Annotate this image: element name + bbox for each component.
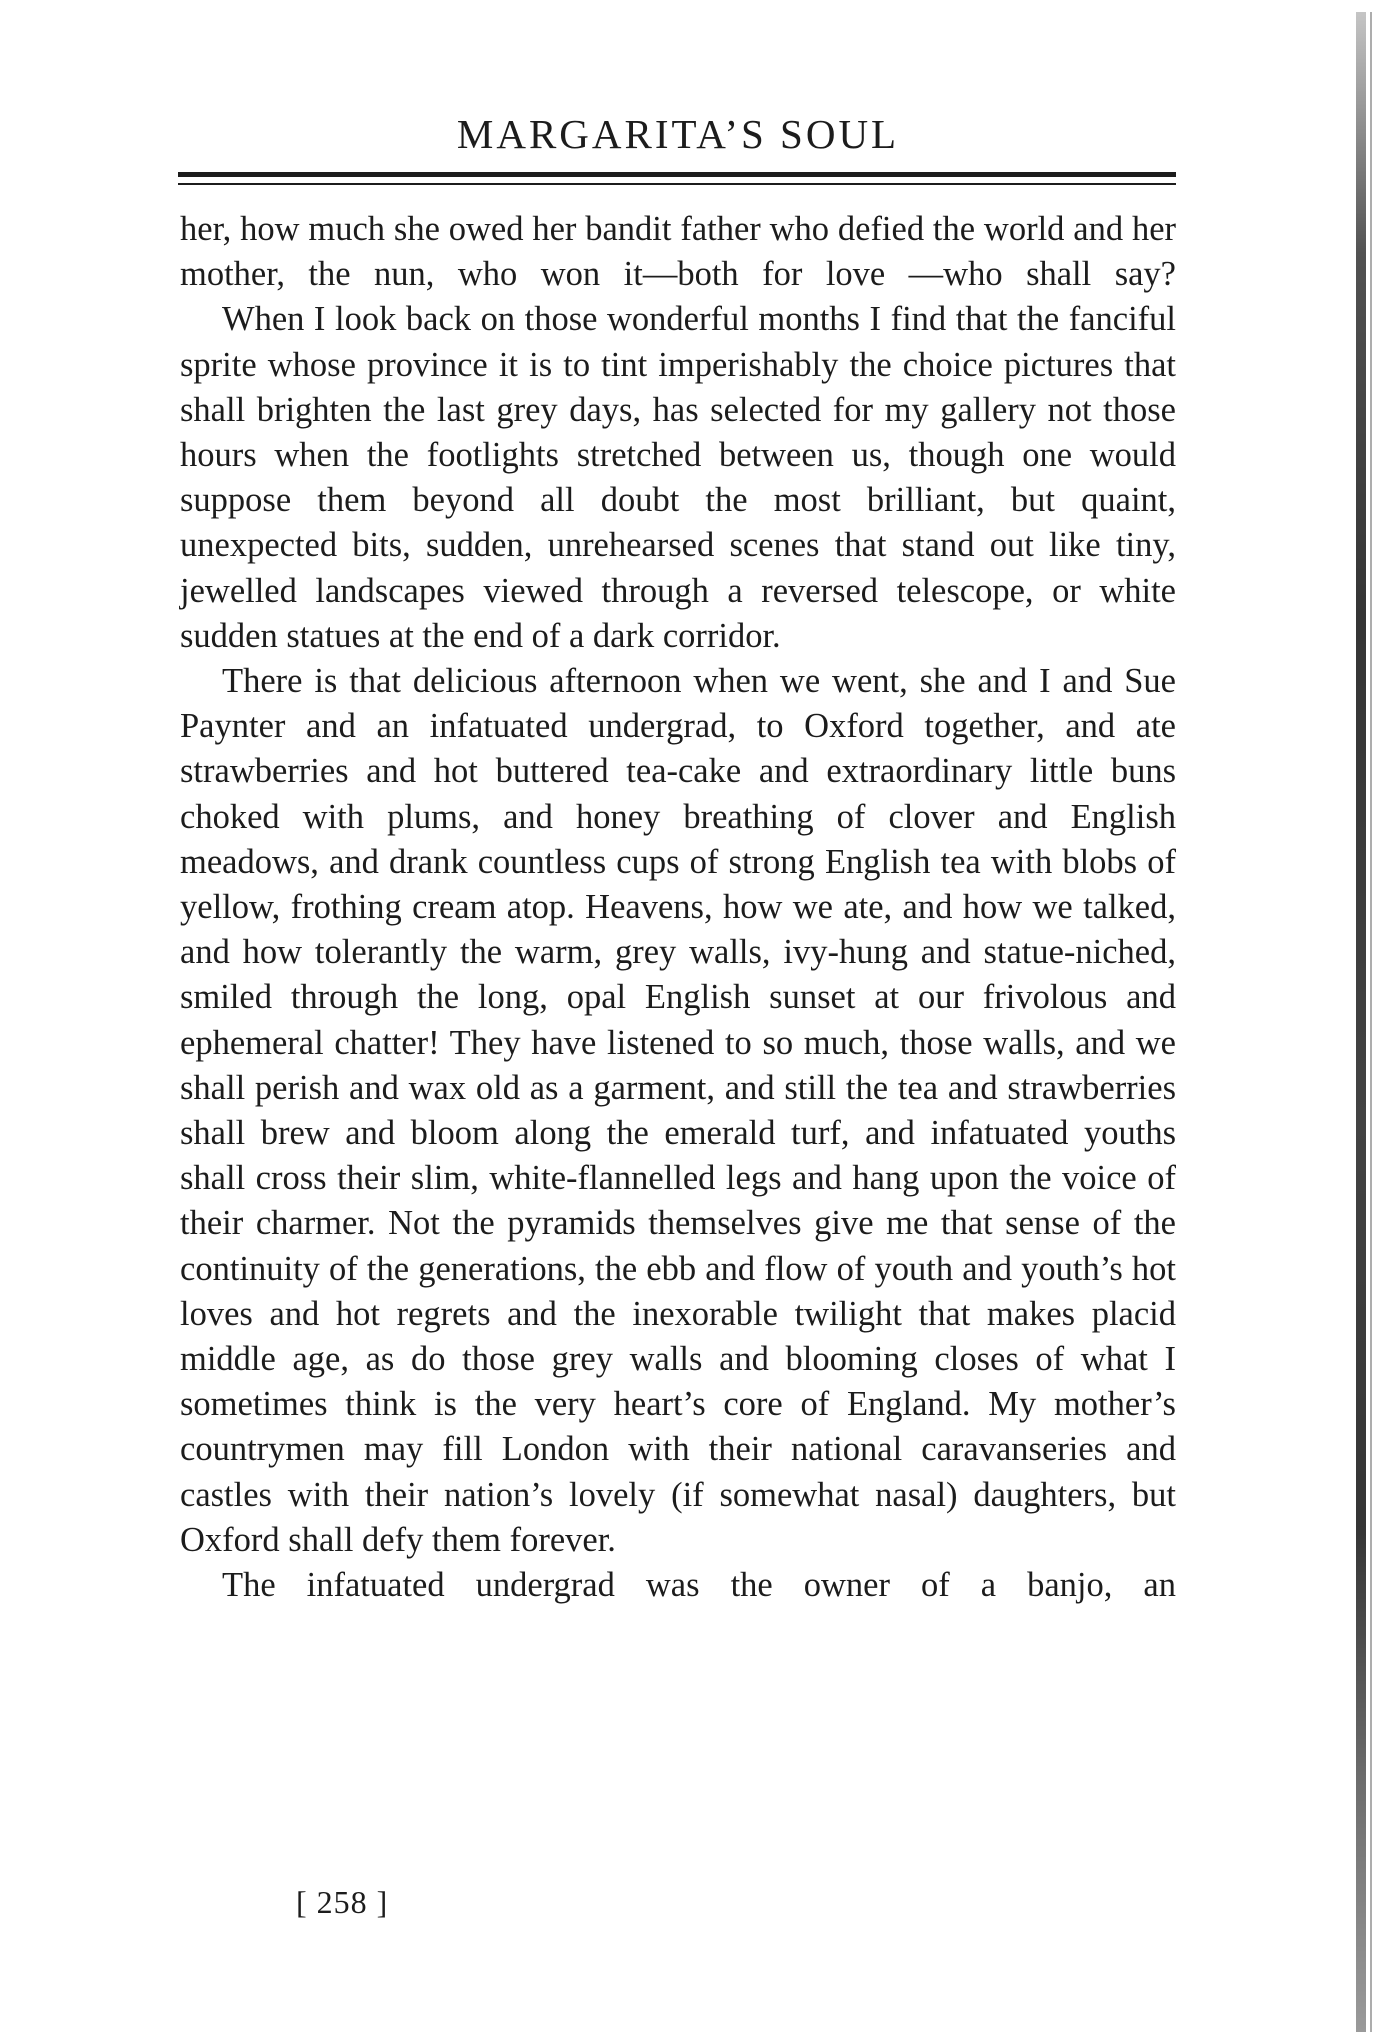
- scan-page-edge-line: [1370, 12, 1372, 2032]
- paragraph: The infatuated undergrad was the owner of a banjo, an: [222, 1566, 1176, 1605]
- scan-page-edge: [1356, 12, 1366, 2032]
- running-head-title: MARGARITA’S SOUL: [456, 111, 900, 157]
- page-number: [ 258 ]: [296, 1884, 389, 1920]
- paragraph: When I look back on those wonderful months I find that the fanciful sprite whose province it is to tint imperishably the choice pictures that shall brighten the last grey days, has selected for my gallery not those hours when the footlights stretched between us, though one would suppose them beyond all doubt the most brilliant, but quaint, unexpected bits, sudden, unrehearsed scenes that stand out like tiny, jewelled landscapes viewed through a reversed telescope, or white sudden statues at the end of a dark corridor.: [180, 300, 1176, 655]
- header-rule-thick: [178, 172, 1176, 177]
- paragraph-continued: her, how much she owed her bandit father who defied the world and her mother, the nun, who won it—both for love —who shall say?: [180, 210, 1176, 294]
- paragraph: There is that delicious afternoon when we went, she and I and Sue Paynter and an infatuated undergrad, to Oxford together, and ate strawberries and hot buttered tea-cake and extraordinary little buns choked with plums, and honey breathing of clover and English meadows, and drank countless cups of strong English tea with blobs of yellow, frothing cream atop. Heavens, how we ate, and how we talked, and how tolerantly the warm, grey walls, ivy-hung and statue-niched, smiled through the long, opal English sunset at our frivolous and ephemeral chatter! They have listened to so much, those walls, and we shall perish and wax old as a garment, and still the tea and strawberries shall brew and bloom along the emerald turf, and infatuated youths shall cross their slim, white-flannelled legs and hang upon the voice of their charmer. Not the pyramids themselves give me that sense of the continuity of the generations, the ebb and flow of youth and youth’s hot loves and hot regrets and the inexorable twilight that makes placid middle age, as do those grey walls and blooming closes of what I sometimes think is the very heart’s core of England. My mother’s countrymen may fill London with their national caravanseries and castles with their nation’s lovely (if somewhat nasal) daughters, but Oxford shall defy them forever.: [180, 662, 1176, 1559]
- body-text: [180, 207, 1176, 1608]
- header-rule-thin: [178, 183, 1176, 185]
